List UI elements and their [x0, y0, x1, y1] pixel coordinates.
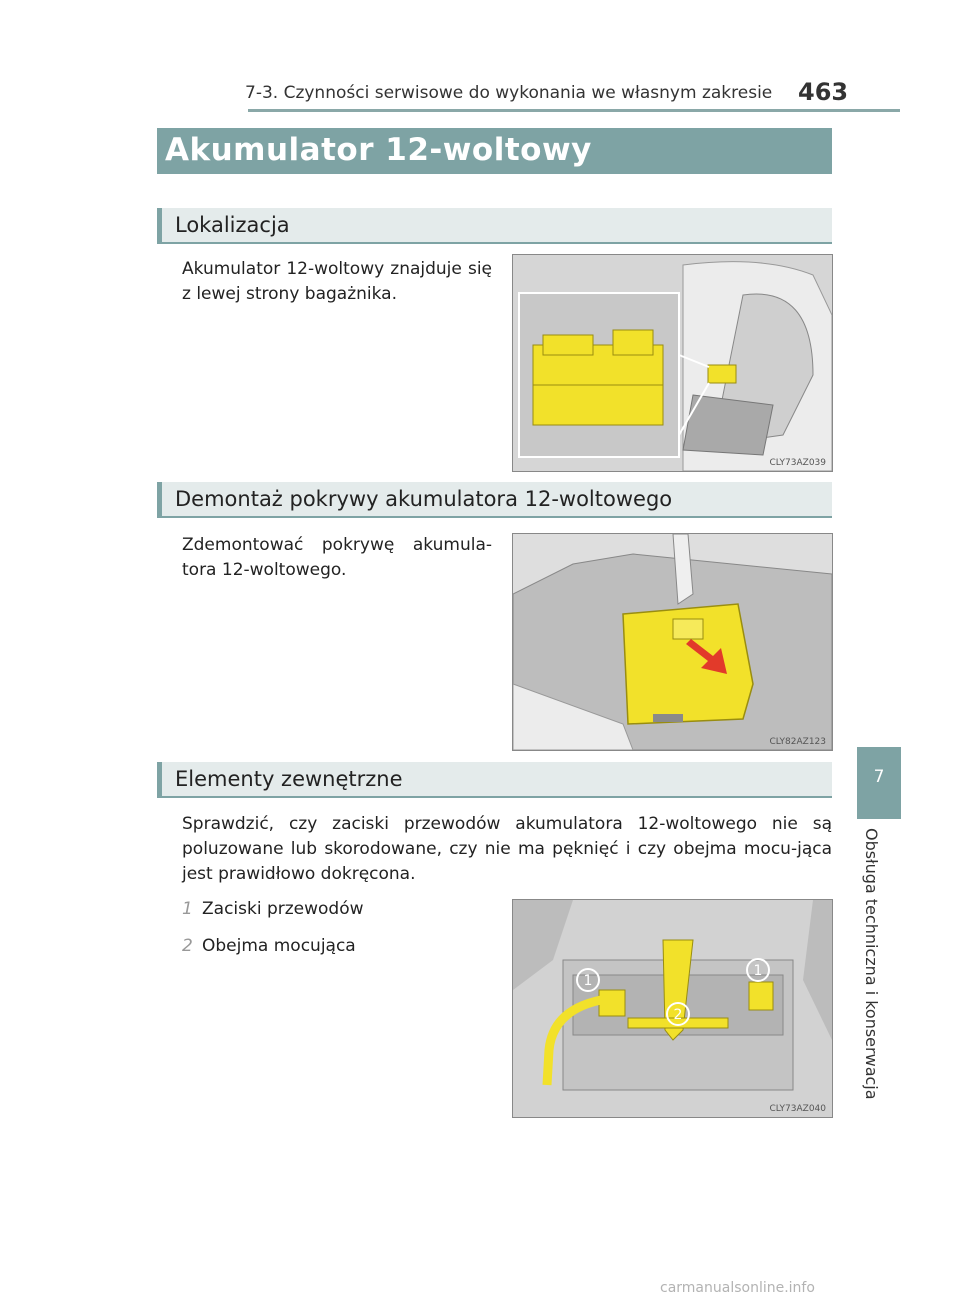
section-title: Elementy zewnętrzne [175, 767, 403, 791]
chapter-title: 7-3. Czynności serwisowe do wykonania we własnym zakresie [245, 83, 773, 103]
battery-exterior-figure [512, 899, 833, 1118]
legend-number: 2 [182, 936, 193, 956]
footer-watermark: carmanualsonline.info [660, 1280, 815, 1296]
callout-1: 1 [583, 973, 593, 989]
section-heading-location [157, 208, 832, 244]
section-heading-cover-removal [157, 482, 832, 518]
section-title: Lokalizacja [175, 213, 290, 237]
location-text: Akumulator 12-woltowy znajduje się z lewej strony bagażnika. [182, 259, 492, 304]
section-heading-exterior [157, 762, 832, 798]
legend-label: Obejma mocująca [202, 936, 356, 956]
legend-item [182, 936, 356, 956]
chapter-number: 7 [873, 767, 885, 787]
cover-removal-text: Zdemontować pokrywę akumula-tora 12-woltowego. [182, 535, 492, 580]
exterior-text: Sprawdzić, czy zaciski przewodów akumulatora 12-woltowego nie są poluzowane lub skorodowane, czy nie ma pęknięć i czy obejma mocu-jąca jest prawidłowo dokręcona. [182, 814, 832, 884]
figure-code: CLY82AZ123 [769, 737, 826, 747]
legend-number: 1 [182, 899, 193, 919]
figure-code: CLY73AZ040 [769, 1104, 826, 1114]
page-number: 463 [798, 78, 849, 106]
section-title: Demontaż pokrywy akumulatora 12-woltowego [175, 487, 673, 511]
header-rule [248, 109, 900, 112]
legend-item [182, 899, 364, 919]
figure-code: CLY73AZ039 [769, 458, 826, 468]
chapter-name-vertical [862, 828, 892, 1118]
chapter-tab [857, 747, 901, 819]
legend-label: Zaciski przewodów [202, 899, 364, 919]
callout-1: 1 [753, 963, 763, 979]
main-title: Akumulator 12-woltowy [165, 132, 592, 168]
cover-removal-figure [512, 533, 833, 751]
main-title-bar [157, 128, 832, 174]
chapter-name: Obsługa techniczna i konserwacja [862, 828, 881, 1100]
callout-2: 2 [673, 1007, 683, 1023]
battery-location-figure [512, 254, 833, 472]
